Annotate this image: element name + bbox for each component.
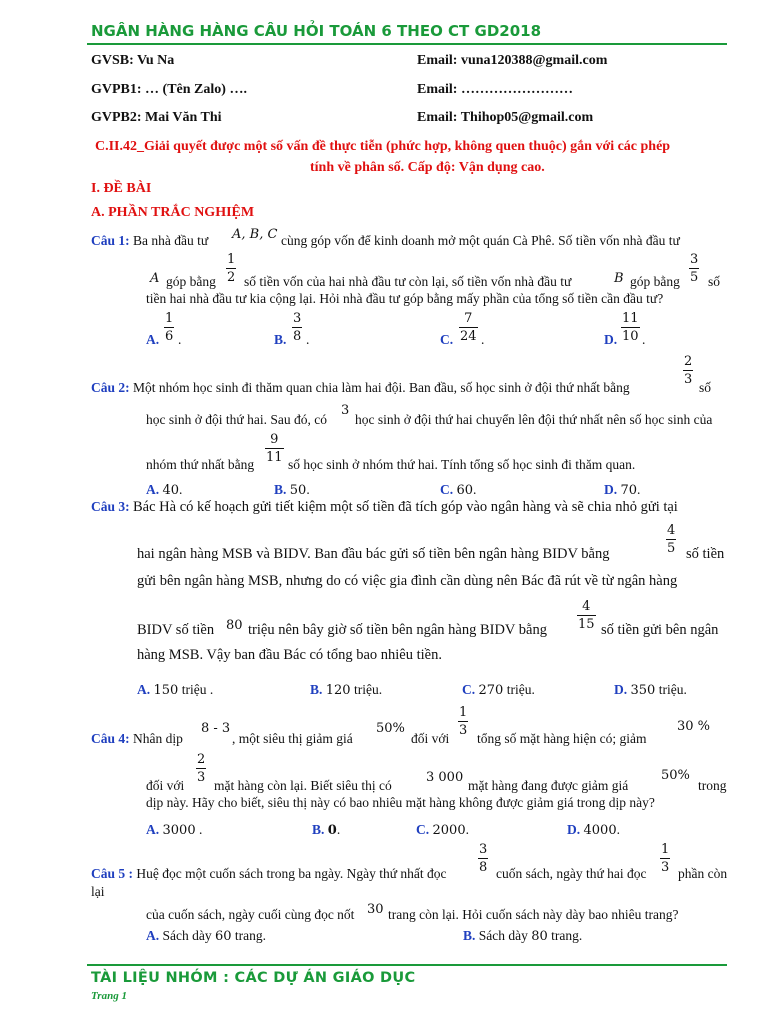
q3-line-1 bbox=[91, 499, 678, 516]
q1-option-a-fraction: $\frac{1}{6}$ bbox=[165, 311, 174, 344]
q3-text: BIDV số tiền bbox=[137, 622, 215, 638]
q2-label: Câu 2: bbox=[91, 380, 130, 395]
q1-option-a-label: A. bbox=[146, 332, 160, 347]
footer-text: TÀI LIỆU NHÓM : CÁC DỰ ÁN GIÁO DỤC bbox=[91, 970, 416, 986]
q2-text: số bbox=[699, 380, 712, 395]
q4-line-3: dịp này. Hãy cho biết, siêu thị này có bao nhiêu mặt hàng không được giảm giá trong dịp này? bbox=[146, 795, 655, 810]
q5-text: phần còn bbox=[678, 866, 728, 881]
gvpb1-email: Email: …………………… bbox=[417, 82, 573, 97]
q4-fraction-1: $\frac{1}{3}$ bbox=[459, 705, 468, 738]
q2-text: nhóm thứ nhất bằng bbox=[146, 457, 255, 472]
q1-option-b-label: B. bbox=[274, 332, 287, 347]
q4-text: tổng số mặt hàng hiện có; giảm bbox=[477, 731, 647, 746]
q5-number: 30 bbox=[367, 902, 384, 917]
q1-text: Ba nhà đầu tư bbox=[133, 233, 209, 248]
q4-option-a: A. 3000 . bbox=[146, 822, 203, 838]
topic-line-2: tính về phân số. Cấp độ: Vận dụng cao. bbox=[310, 160, 545, 175]
q4-text: mặt hàng đang được giảm giá bbox=[468, 778, 629, 793]
q3-text: số tiền gửi bên ngân bbox=[601, 622, 719, 638]
q4-text: đối với bbox=[146, 778, 185, 793]
q5-fraction-2: $\frac{1}{3}$ bbox=[661, 842, 670, 875]
header-divider bbox=[87, 43, 727, 45]
q2-line-1 bbox=[91, 380, 630, 396]
q5-option-a: A. Sách dày 60 trang. bbox=[146, 928, 267, 944]
q2-text: học sinh ở đội thứ hai chuyển lên đội thứ nhất nên số học sinh của bbox=[355, 412, 713, 427]
q1-fraction-1: $\frac{1}{2}$ bbox=[227, 252, 236, 285]
q1-text: cùng góp vốn để kinh doanh mở một quán Cà Phê. Số tiền vốn nhà đầu tư bbox=[281, 233, 680, 248]
q2-option-c: C. 60. bbox=[440, 482, 477, 498]
q3-number: 80 bbox=[226, 618, 243, 633]
q2-number: 3 bbox=[341, 403, 350, 418]
q4-text: trong bbox=[698, 778, 727, 793]
q1-text: số bbox=[708, 274, 721, 289]
q4-text: mặt hàng còn lại. Biết siêu thị có bbox=[214, 778, 392, 793]
q1-option-d-label: D. bbox=[604, 332, 618, 347]
q4-text: , một siêu thị giảm giá bbox=[232, 731, 353, 746]
q5-option-b: B. Sách dày 80 trang. bbox=[463, 928, 583, 944]
q1-vars: A, B, C bbox=[232, 227, 278, 242]
q4-label: Câu 4: bbox=[91, 731, 130, 746]
q3-text: Bác Hà có kế hoạch gửi tiết kiệm một số tiền đã tích góp vào ngân hàng và sẽ chia nhỏ gửi tại bbox=[133, 499, 678, 515]
q3-label: Câu 3: bbox=[91, 499, 130, 514]
q2-fraction-1: $\frac{2}{3}$ bbox=[684, 354, 693, 387]
footer-divider bbox=[87, 964, 727, 966]
q4-percent-3: 50% bbox=[661, 768, 690, 783]
q2-text: số học sinh ở nhóm thứ hai. Tính tổng số học sinh đi thăm quan. bbox=[288, 457, 636, 472]
gvsb-email: Email: vuna120388@gmail.com bbox=[417, 53, 608, 68]
q3-text: số tiền bbox=[686, 546, 725, 562]
q4-date: 8 - 3 bbox=[201, 721, 231, 736]
q2-option-a: A. 40. bbox=[146, 482, 183, 498]
q4-text: Nhân dịp bbox=[133, 731, 183, 746]
q1-option-d-fraction: $\frac{11}{10}$ bbox=[622, 311, 639, 344]
q1-text: số tiền vốn của hai nhà đầu tư còn lại, số tiền vốn nhà đầu tư bbox=[244, 274, 572, 289]
q4-fraction-2: $\frac{2}{3}$ bbox=[197, 752, 206, 785]
q1-var-b: B bbox=[614, 271, 624, 286]
gvpb1-name: GVPB1: … (Tên Zalo) …. bbox=[91, 82, 247, 97]
q3-option-c: C. 270 triệu. bbox=[462, 682, 535, 698]
q1-line-1 bbox=[91, 233, 208, 249]
q1-option-punct: . bbox=[178, 332, 182, 347]
q3-text: hai ngân hàng MSB và BIDV. Ban đầu bác gửi số tiền bên ngân hàng BIDV bằng bbox=[137, 546, 610, 562]
section-de-bai: I. ĐỀ BÀI bbox=[91, 181, 152, 196]
q2-text: học sinh ở đội thứ hai. Sau đó, có bbox=[146, 412, 327, 427]
q3-option-d: D. 350 triệu. bbox=[614, 682, 687, 698]
q2-text: Một nhóm học sinh đi thăm quan chia làm hai đội. Ban đầu, số học sinh ở đội thứ nhất bằng bbox=[133, 380, 630, 395]
q1-line-3: tiền hai nhà đầu tư kia cộng lại. Hỏi nhà đầu tư góp bằng mấy phần của tổng số tiền cần đầu tư? bbox=[146, 291, 664, 306]
q5-label: Câu 5 : bbox=[91, 866, 134, 881]
gvsb-name: GVSB: Vu Na bbox=[91, 53, 175, 68]
q4-option-c: C. 2000. bbox=[416, 822, 469, 838]
q3-option-a: A. 150 triệu . bbox=[137, 682, 214, 698]
q1-option-punct: . bbox=[306, 332, 310, 347]
q1-fraction-2: $\frac{3}{5}$ bbox=[690, 252, 699, 285]
q2-option-b: B. 50. bbox=[274, 482, 310, 498]
q5-text: lại bbox=[91, 884, 105, 899]
q3-text: triệu nên bây giờ số tiền bên ngân hàng BIDV bằng bbox=[248, 622, 547, 638]
q4-option-d: D. 4000. bbox=[567, 822, 620, 838]
q3-option-b: B. 120 triệu. bbox=[310, 682, 383, 698]
q5-text: của cuốn sách, ngày cuối cùng đọc nốt bbox=[146, 907, 355, 922]
q5-text: trang còn lại. Hỏi cuốn sách này dày bao nhiêu trang? bbox=[388, 907, 679, 922]
q3-line-5: hàng MSB. Vậy ban đầu Bác có tổng bao nhiêu tiền. bbox=[137, 647, 442, 663]
q4-percent-2: 30 % bbox=[677, 719, 711, 734]
section-trac-nghiem: A. PHẦN TRẮC NGHIỆM bbox=[91, 205, 255, 220]
q3-fraction-2: $\frac{4}{15}$ bbox=[578, 599, 595, 632]
page-number: Trang 1 bbox=[91, 990, 127, 1002]
q4-line-1 bbox=[91, 731, 183, 747]
q1-option-c-label: C. bbox=[440, 332, 454, 347]
q3-line-3: gửi bên ngân hàng MSB, nhưng do có việc gia đình cần dùng nên Bác đã rút về từ ngân hàng bbox=[137, 573, 678, 589]
q1-text: góp bằng bbox=[630, 274, 680, 289]
q2-option-d: D. 70. bbox=[604, 482, 641, 498]
q3-fraction-1: $\frac{4}{5}$ bbox=[667, 523, 676, 556]
q4-number: 3 000 bbox=[426, 770, 464, 785]
q1-option-punct: . bbox=[481, 332, 485, 347]
q2-fraction-2: $\frac{9}{11}$ bbox=[266, 432, 283, 465]
q1-text: góp bằng bbox=[166, 274, 216, 289]
topic-line-1: C.II.42_Giải quyết được một số vấn đề thực tiễn (phức hợp, không quen thuộc) gắn với các phép bbox=[95, 139, 671, 154]
gvpb2-name: GVPB2: Mai Văn Thi bbox=[91, 110, 222, 125]
q5-line-1 bbox=[91, 866, 447, 882]
q1-var-a: A bbox=[150, 271, 160, 286]
q5-text: cuốn sách, ngày thứ hai đọc bbox=[496, 866, 647, 881]
q4-text: đối với bbox=[411, 731, 450, 746]
document-title: NGÂN HÀNG HÀNG CÂU HỎI TOÁN 6 THEO CT GD2018 bbox=[91, 22, 542, 40]
q4-option-b: B. 0. bbox=[312, 822, 341, 838]
q1-option-b-fraction: $\frac{3}{8}$ bbox=[293, 311, 302, 344]
q1-label: Câu 1: bbox=[91, 233, 130, 248]
q4-percent-1: 50% bbox=[376, 721, 405, 736]
q1-option-c-fraction: $\frac{7}{24}$ bbox=[460, 311, 477, 344]
q5-text: Huệ đọc một cuốn sách trong ba ngày. Ngày thứ nhất đọc bbox=[136, 866, 447, 881]
gvpb2-email: Email: Thihop05@gmail.com bbox=[417, 110, 594, 125]
q5-fraction-1: $\frac{3}{8}$ bbox=[479, 842, 488, 875]
q1-option-punct: . bbox=[642, 332, 646, 347]
